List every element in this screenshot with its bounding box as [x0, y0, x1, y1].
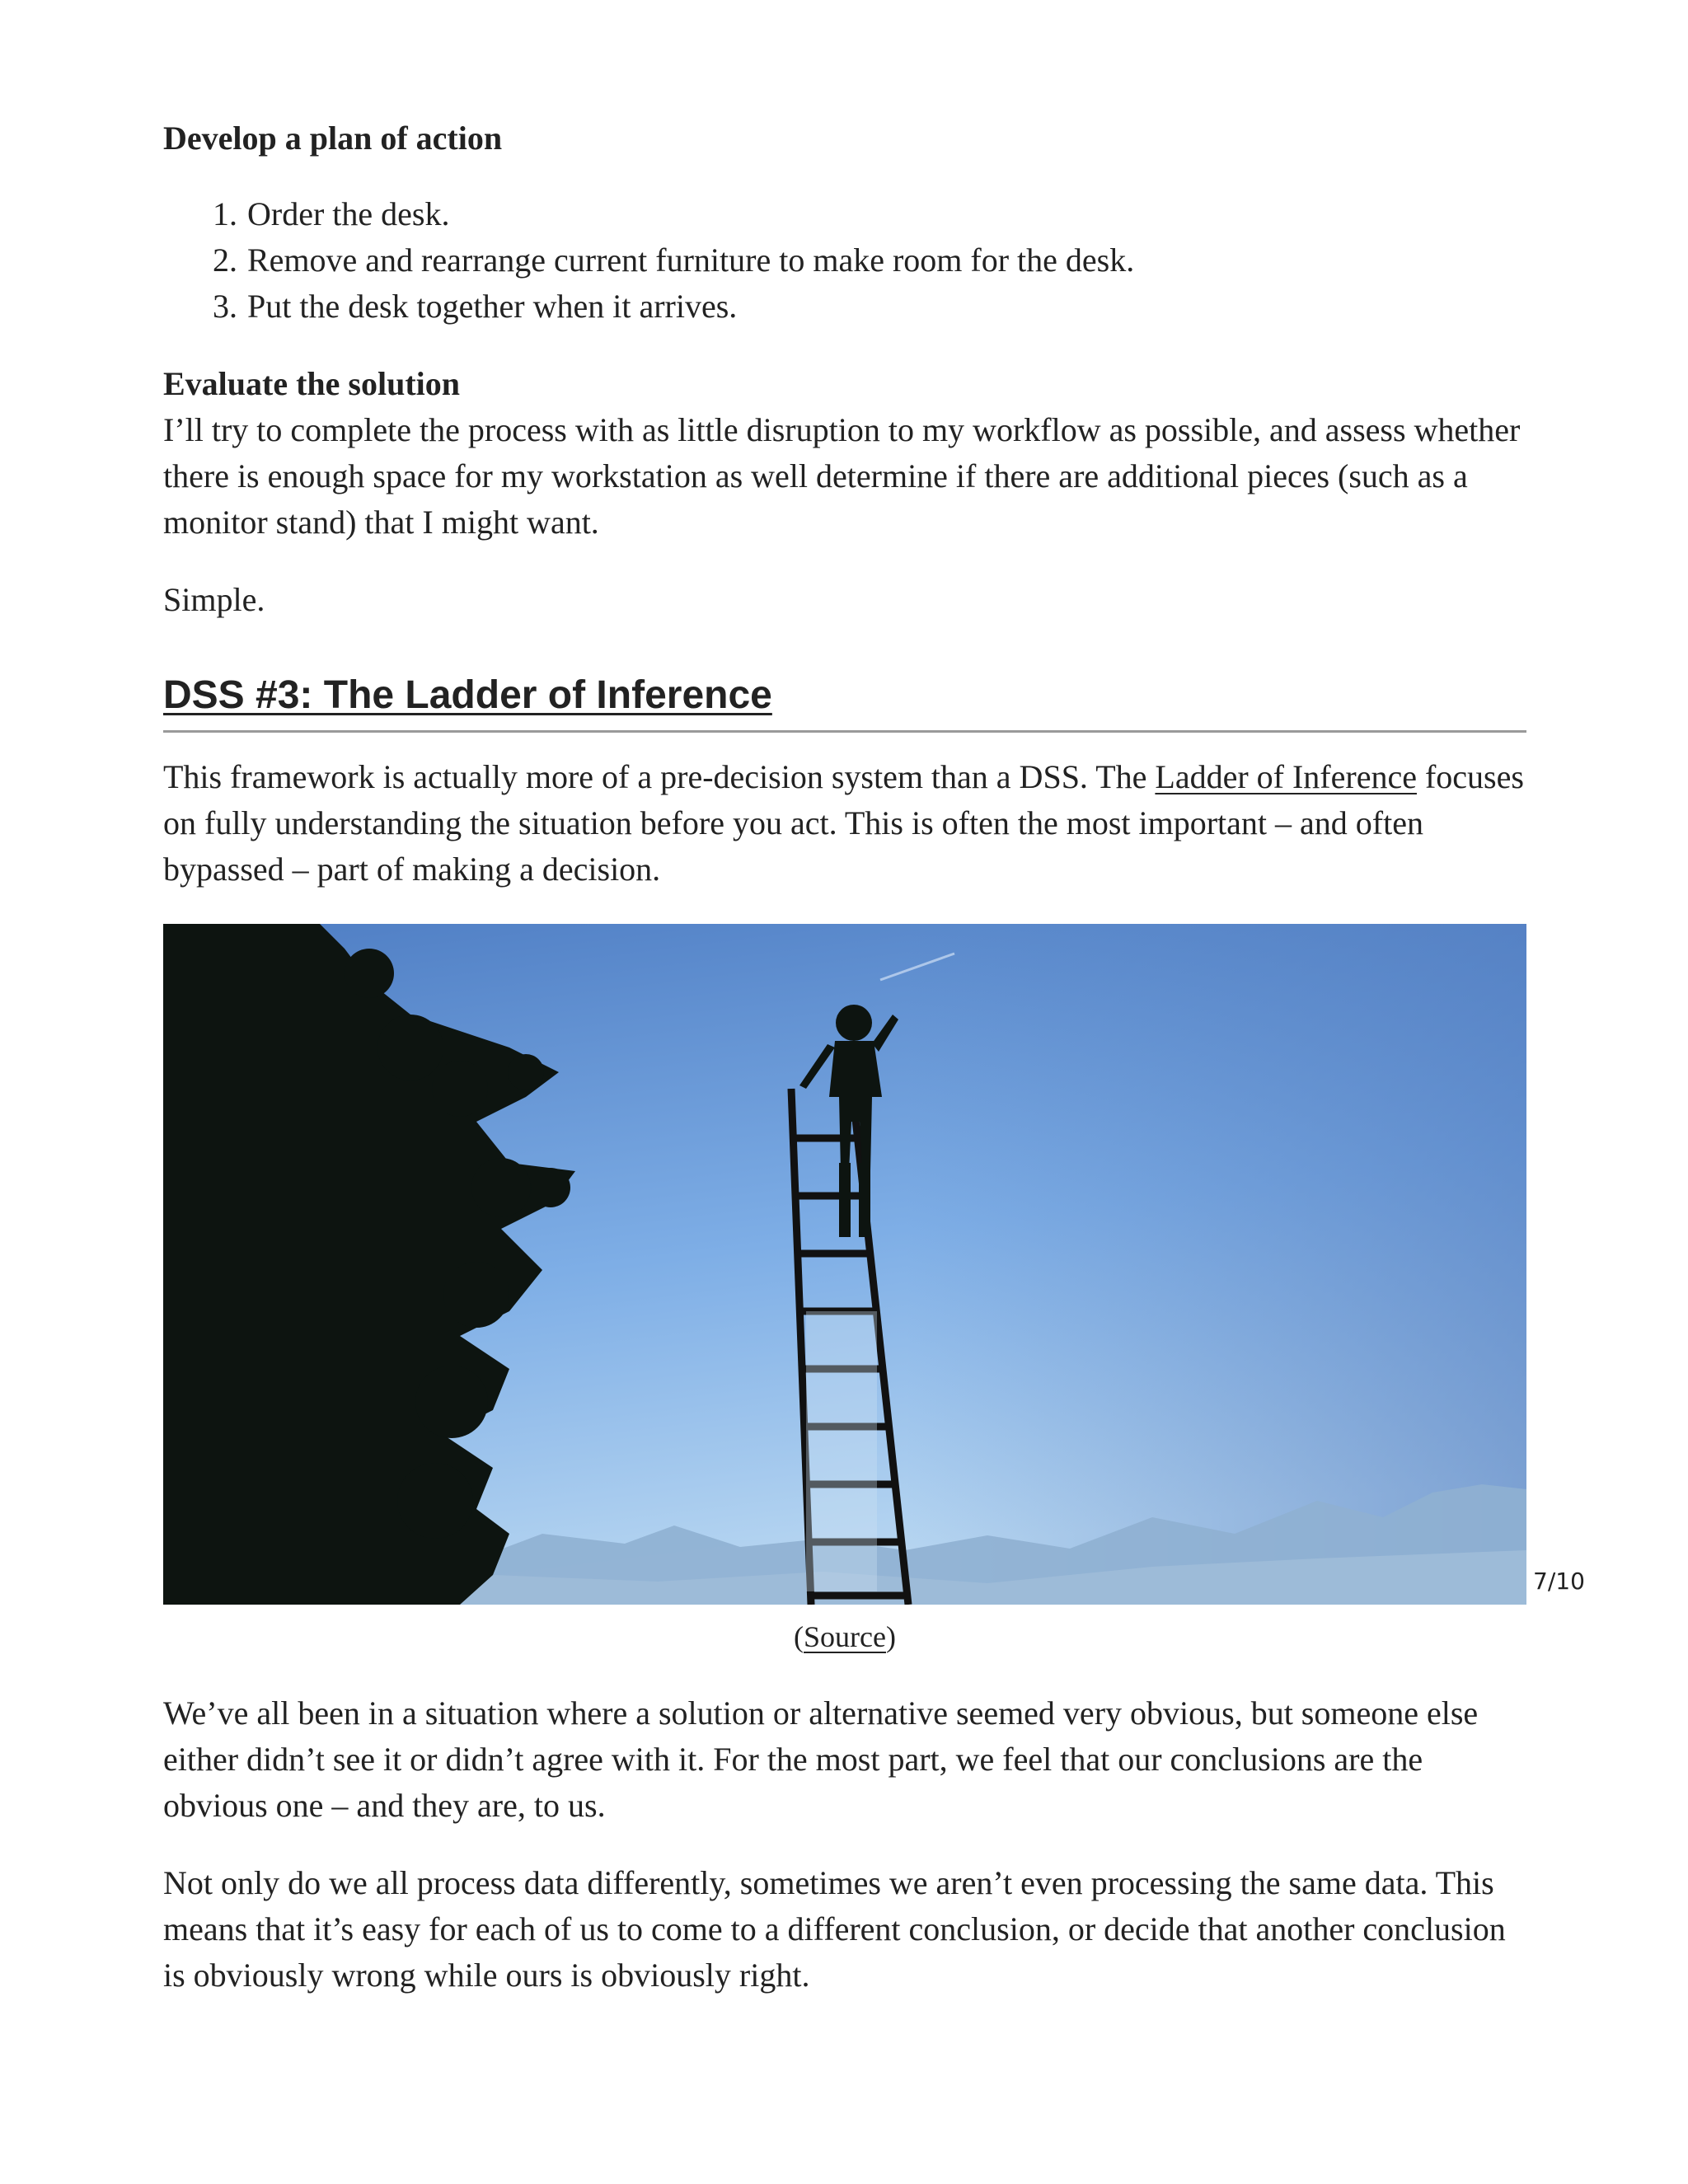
ladder-photo — [163, 924, 1526, 1605]
list-item: 1. Order the desk. — [246, 191, 1526, 237]
page-number: 7/10 — [1533, 1568, 1585, 1595]
section-title-text: DSS #3: The Ladder of Inference — [163, 673, 772, 717]
evaluate-paragraph: I’ll try to complete the process with as little disruption to my workflow as possible, and assess whether there is enough space for my workstation as well determine if there are additional pieces (such as a monitor stand) that I might want. — [163, 411, 1521, 541]
plan-heading: Develop a plan of action — [163, 120, 503, 157]
section-title — [163, 671, 1526, 733]
caption-close: ) — [885, 1620, 896, 1653]
figure-caption — [163, 1616, 1526, 1657]
section-intro — [163, 754, 1526, 893]
ladder-of-inference-link[interactable]: Ladder of Inference — [1155, 758, 1417, 795]
paragraph-obvious: We’ve all been in a situation where a solution or alternative seemed very obvious, but someone else either didn’t see it or didn’t agree with it. For the most part, we feel that our conclusions are the obvious one – and they are, to us. — [163, 1694, 1479, 1824]
plan-steps-list — [163, 191, 1526, 330]
list-item: 3. Put the desk together when it arrives. — [246, 284, 1526, 330]
paragraph-process-data: Not only do we all process data differently, sometimes we aren’t even processing the same data. This means that it’s easy for each of us to come to a different conclusion, or decide that another conclusion is obviously wrong while ours is obviously right. — [163, 1864, 1506, 1994]
article-page — [163, 0, 1526, 1999]
source-link[interactable]: Source — [804, 1620, 886, 1653]
intro-text-before: This framework is actually more of a pre-decision system than a DSS. The — [163, 758, 1156, 795]
evaluate-heading: Evaluate the solution — [163, 365, 461, 402]
ladder-photo-illustration — [163, 924, 1526, 1605]
evaluate-closing: Simple. — [163, 581, 265, 618]
list-item: 2. Remove and rearrange current furniture to make room for the desk. — [246, 237, 1526, 284]
caption-open: ( — [794, 1620, 804, 1653]
intro-text-after: focuses on fully understanding the situation before you act. This is often the most important – and often bypassed – part of making a decision. — [163, 758, 1524, 888]
